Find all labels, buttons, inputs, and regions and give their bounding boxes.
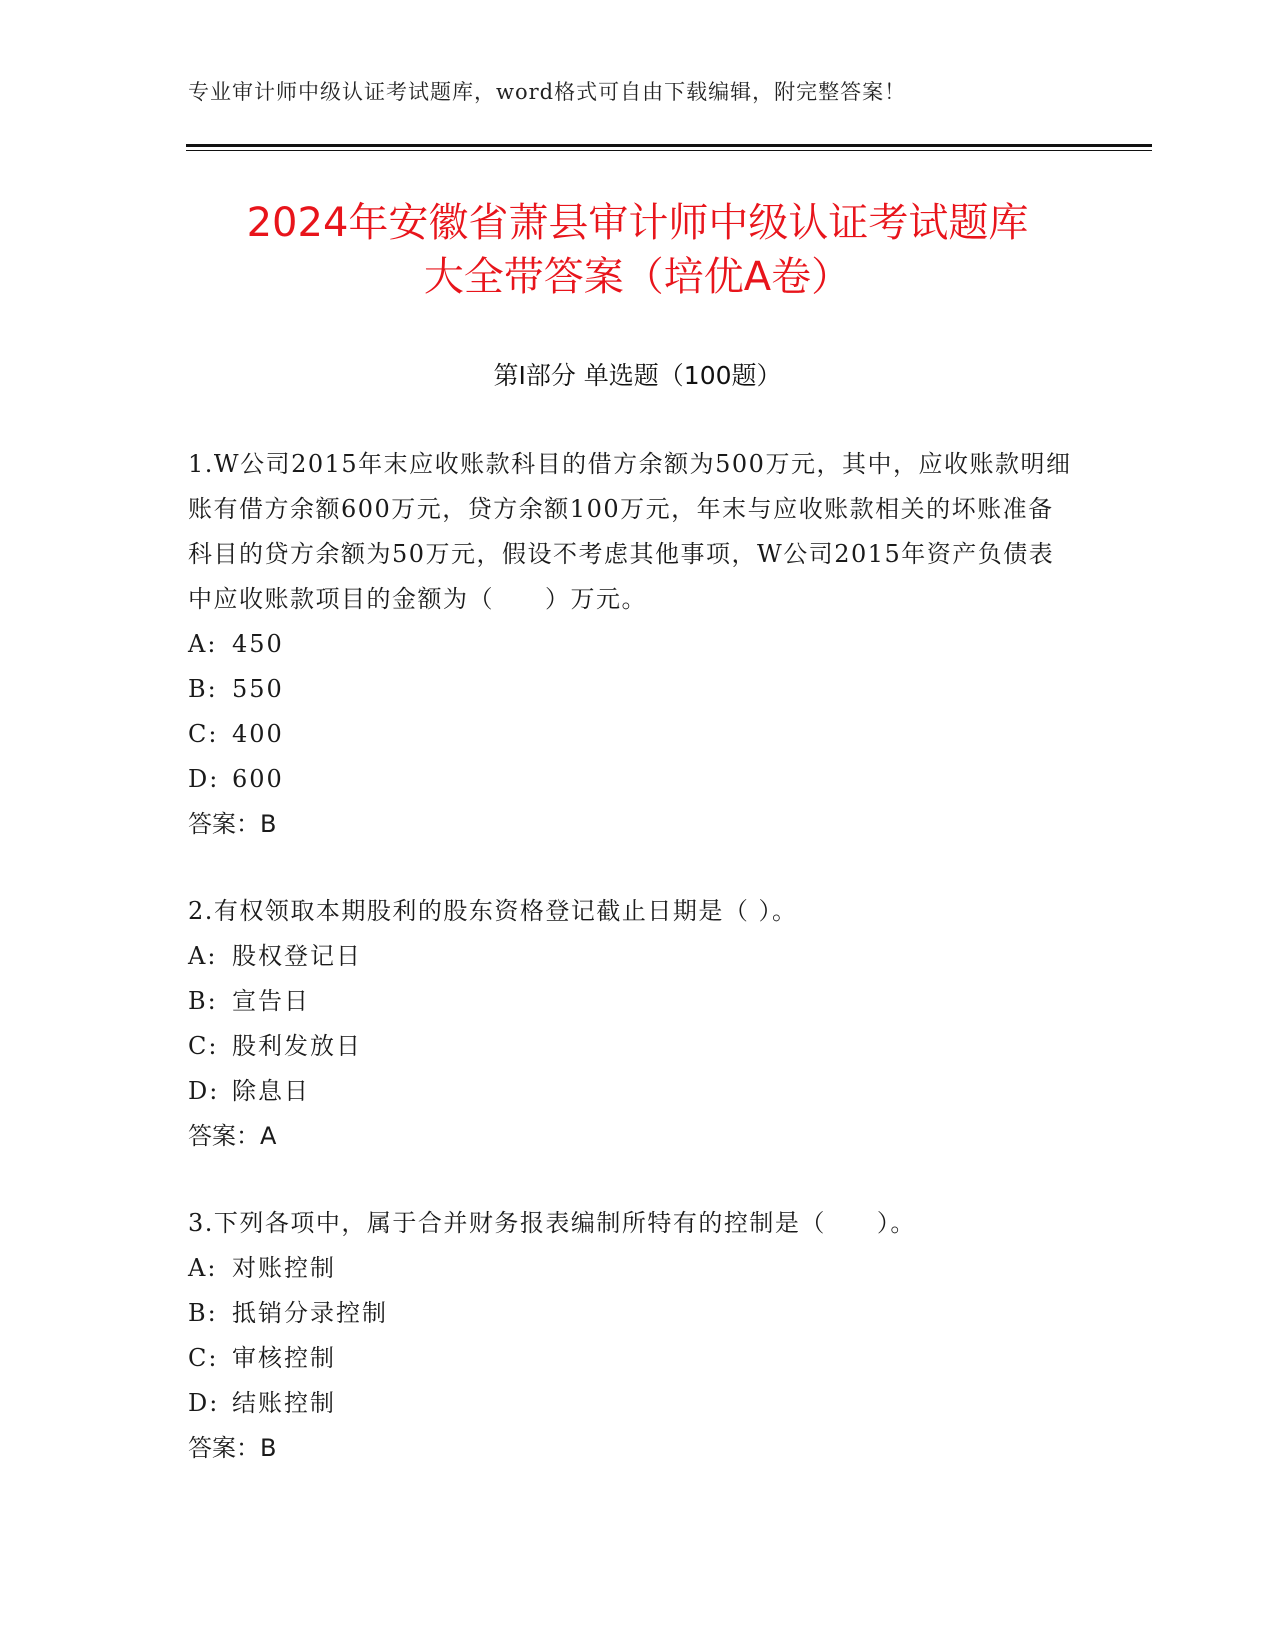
option-key: D:	[188, 1077, 220, 1105]
option-value: 400	[232, 720, 284, 748]
option-d	[188, 1069, 1078, 1114]
option-value: 除息日	[232, 1077, 310, 1105]
question-text: 1.W公司2015年末应收账款科目的借方余额为500万元，其中，应收账款明细账有借方余额600万元，贷方余额100万元，年末与应收账款相关的坏账准备科目的贷方余额为50万元，假设不考虑其他事项，W公司2015年资产负债表中应收账款项目的金额为（ ）万元。	[188, 450, 1072, 613]
option-a	[188, 934, 1078, 979]
option-value: 股利发放日	[232, 1032, 362, 1060]
question-3	[188, 1201, 1078, 1471]
option-key: C:	[188, 1344, 219, 1372]
option-value: 600	[232, 765, 284, 793]
option-key: D:	[188, 765, 220, 793]
option-b	[188, 979, 1078, 1024]
title-line-1: 2024年安徽省萧县审计师中级认证考试题库	[246, 200, 1029, 246]
option-c	[188, 712, 1078, 757]
question-1	[188, 442, 1078, 847]
option-value: 抵销分录控制	[232, 1299, 388, 1327]
header-rule-thin	[186, 150, 1152, 151]
option-c	[188, 1336, 1078, 1381]
document-title	[150, 196, 1125, 304]
option-c	[188, 1024, 1078, 1069]
option-value: 审核控制	[232, 1344, 336, 1372]
question-text: 3.下列各项中，属于合并财务报表编制所特有的控制是（ ）。	[188, 1209, 916, 1237]
option-key: A:	[188, 1254, 218, 1282]
option-d	[188, 757, 1078, 802]
option-value: 宣告日	[232, 987, 310, 1015]
answer: 答案：B	[188, 1434, 277, 1462]
option-key: C:	[188, 720, 219, 748]
option-key: C:	[188, 1032, 219, 1060]
option-key: A:	[188, 630, 218, 658]
option-value: 550	[232, 675, 284, 703]
answer: 答案：B	[188, 810, 277, 838]
title-line-2: 大全带答案（培优A卷）	[423, 254, 852, 300]
option-value: 对账控制	[232, 1254, 336, 1282]
option-key: A:	[188, 942, 218, 970]
option-value: 450	[232, 630, 284, 658]
option-key: B:	[188, 987, 218, 1015]
question-2	[188, 889, 1078, 1159]
option-value: 结账控制	[232, 1389, 336, 1417]
section-title: 第I部分 单选题（100题）	[493, 361, 782, 390]
option-key: B:	[188, 675, 218, 703]
option-b	[188, 1291, 1078, 1336]
option-a	[188, 1246, 1078, 1291]
option-key: D:	[188, 1389, 220, 1417]
answer: 答案：A	[188, 1122, 277, 1150]
option-a	[188, 622, 1078, 667]
option-value: 股权登记日	[232, 942, 362, 970]
question-text: 2.有权领取本期股利的股东资格登记截止日期是（ ）。	[188, 897, 798, 925]
question-list	[188, 442, 1078, 1513]
option-b	[188, 667, 1078, 712]
option-key: B:	[188, 1299, 218, 1327]
header-note: 专业审计师中级认证考试题库，word格式可自由下载编辑，附完整答案！	[188, 80, 907, 104]
option-d	[188, 1381, 1078, 1426]
header-rule-thick	[186, 144, 1152, 147]
